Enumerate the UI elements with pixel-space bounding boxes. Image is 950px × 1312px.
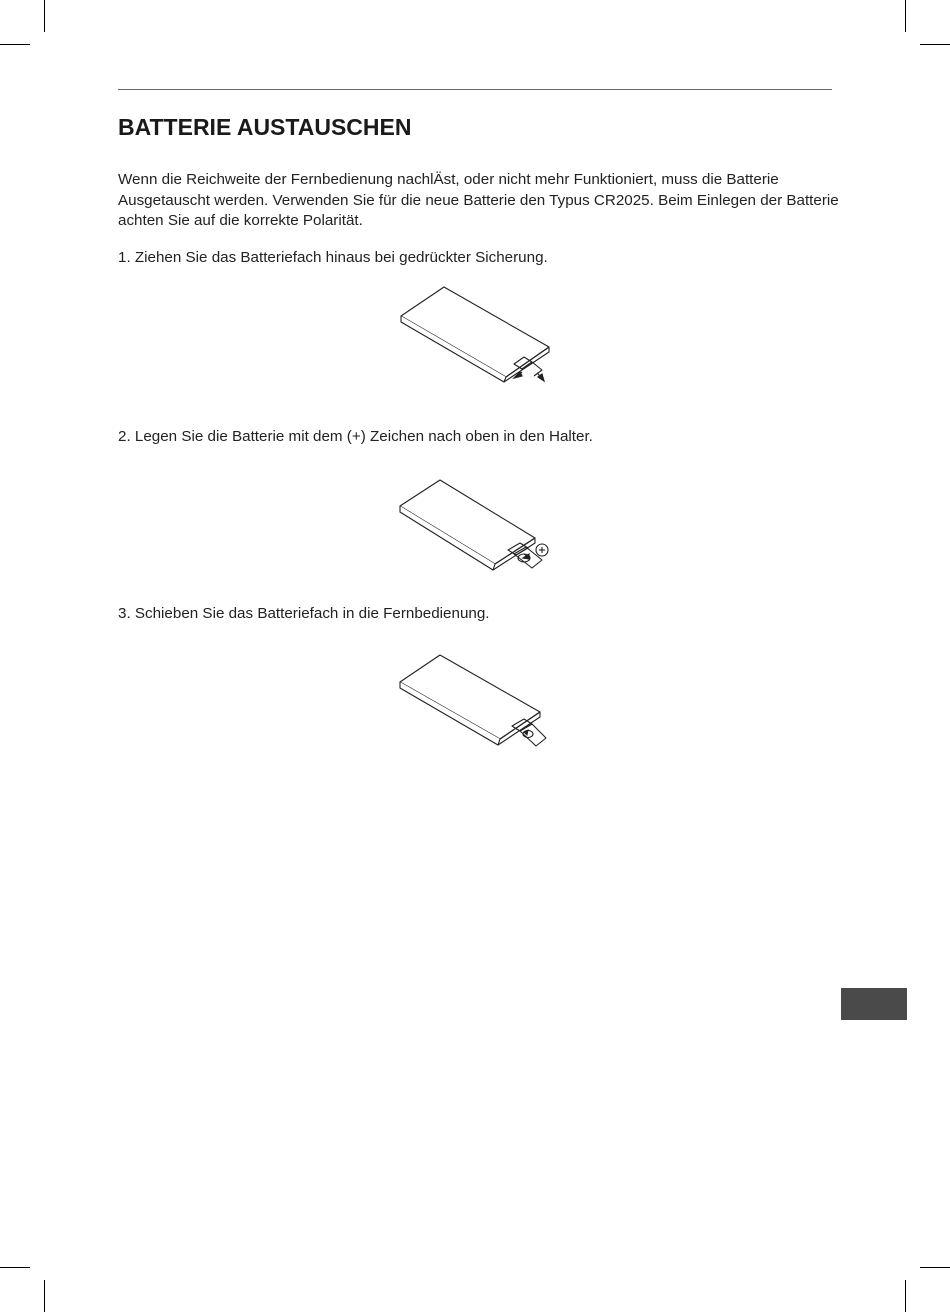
crop-mark-top-right-h bbox=[920, 44, 950, 45]
step-3-text: 3. Schieben Sie das Batteriefach in die Fernbedienung. bbox=[118, 605, 490, 622]
header-rule bbox=[118, 89, 832, 90]
crop-mark-top-left-h bbox=[0, 44, 30, 45]
crop-mark-top-left-v bbox=[44, 0, 45, 32]
step-1-text: 1. Ziehen Sie das Batteriefach hinaus bei gedrückter Sicherung. bbox=[118, 249, 548, 266]
thumb-index-tab bbox=[841, 988, 907, 1020]
figure-battery-insert bbox=[396, 478, 556, 578]
crop-mark-bottom-left-v bbox=[44, 1280, 45, 1312]
intro-paragraph: Wenn die Reichweite der Fernbedienung nachlÄst, oder nicht mehr Funktioniert, muss die Batterie Ausgetauscht werden. Verwenden Sie für die neue Batterie den Typus CR2025. Beim Einlegen der Batterie achten Sie auf die korrekte Polarität. bbox=[118, 171, 839, 229]
figure-remote-tray-release bbox=[396, 284, 556, 384]
crop-mark-top-right-v bbox=[905, 0, 906, 32]
step-2-text: 2. Legen Sie die Batterie mit dem (+) Zeichen nach oben in den Halter. bbox=[118, 428, 593, 445]
figure-remote-tray-closed bbox=[396, 652, 556, 752]
crop-mark-bottom-right-h bbox=[920, 1267, 950, 1268]
crop-mark-bottom-right-v bbox=[905, 1280, 906, 1312]
page-title: BATTERIE AUSTAUSCHEN bbox=[118, 114, 412, 140]
crop-mark-bottom-left-h bbox=[0, 1267, 30, 1268]
